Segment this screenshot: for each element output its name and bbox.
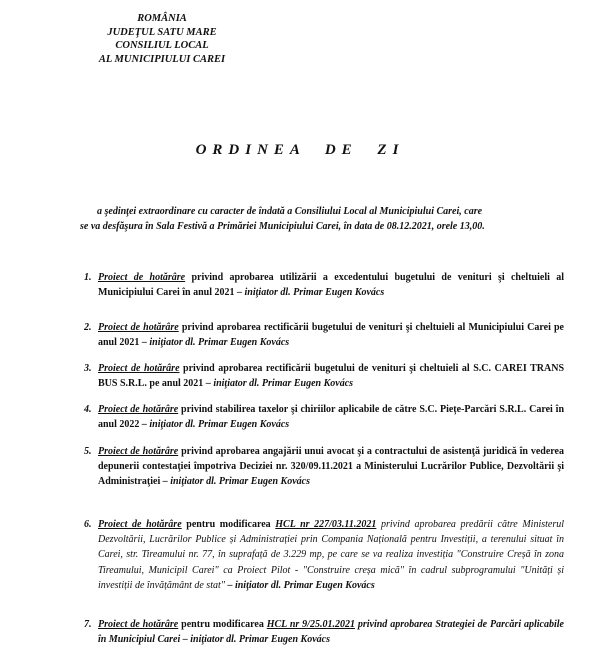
- header-council: CONSILIUL LOCAL: [115, 40, 209, 51]
- item-hcl-reference: HCL nr 9/25.01.2021: [266, 619, 355, 630]
- item-number: 5.: [84, 446, 92, 457]
- item-number: 3.: [84, 363, 92, 374]
- item-lead: Proiect de hotărâre: [98, 404, 179, 415]
- intro-line-2: se va desfăşura în Sala Festivă a Primăriei Municipiului Carei, în data de 08.12.2021, orele 13,00.: [80, 221, 485, 232]
- item-initiator: – iniţiator dl. Primar Eugen Kovács: [180, 634, 330, 646]
- agenda-item: [84, 320, 564, 350]
- item-lead: Proiect de hotărâre: [98, 619, 179, 630]
- agenda-item: [84, 517, 564, 593]
- item-number: 2.: [84, 322, 92, 333]
- session-intro: [52, 204, 577, 234]
- item-initiator: – iniţiator dl. Primar Eugen Kovács: [224, 579, 375, 591]
- item-number: 7.: [84, 619, 92, 630]
- item-ref-prefix: pentru modificarea: [178, 619, 267, 630]
- item-initiator: – iniţiator dl. Primar Eugen Kovács: [139, 419, 290, 431]
- item-lead: Proiect de hotărâre: [98, 272, 186, 283]
- agenda-item: [84, 444, 564, 490]
- item-initiator: – iniţiator dl. Primar Eugen Kovács: [203, 378, 354, 390]
- header-municipality: AL MUNICIPIULUI CAREI: [98, 53, 226, 65]
- institution-header: [62, 12, 262, 66]
- item-text: privind aprobarea predării către Ministerul Dezvoltării, Lucrărilor Publice și Administrației prin Compania Națională pentru Investiții, a terenului situat în Carei, str. Tireamului nr. 77, în suprafață de 3.229 mp, pe care se va realiza investiția "Construire Creșă în zona Tireamului, Municipil Carei" ca Proiect Pilot - "Construire creșa mică" în cadrul subprogramului "Unități și investiții de învățământ de stat": [98, 519, 564, 591]
- item-text: privind aprobarea utilizării a excedentului bugetului de venituri şi cheltuieli al Municipiului Carei în anul 2021: [98, 272, 564, 299]
- item-text: privind aprobarea Strategiei de Parcări aplicabile în Municipiul Carei: [98, 619, 564, 646]
- item-number: 1.: [84, 272, 92, 283]
- item-text: privind aprobarea rectificării bugetului de venituri şi cheltuieli al Municipiului Carei pe anul 2021: [98, 322, 564, 349]
- item-text: privind stabilirea taxelor şi chiriilor aplicabile de către S.C. Piețe-Parcări S.R.L. Carei în anul 2022: [98, 404, 564, 431]
- item-text: privind aprobarea rectificării bugetului de venituri şi cheltuieli al S.C. CAREI TRANS BUS S.R.L. pe anul 2021: [98, 363, 564, 390]
- item-initiator: – iniţiator dl. Primar Eugen Kovács: [139, 337, 290, 349]
- item-ref-prefix: pentru modificarea: [181, 519, 276, 530]
- agenda-item: [84, 617, 564, 647]
- item-number: 4.: [84, 404, 92, 415]
- agenda-item: [84, 361, 564, 391]
- item-text: privind aprobarea angajării unui avocat şi a contractului de asistenţă juridică în vederea depunerii contestaţiei împotriva Deciziei nr. 320/09.11.2021 a Ministerului Lucrărilor Publice, Dezvoltării şi Administraţiei: [98, 446, 564, 488]
- agenda-item: [84, 402, 564, 432]
- item-lead: Proiect de hotărâre: [98, 363, 180, 374]
- item-initiator: – iniţiator dl. Primar Eugen Kovács: [160, 476, 310, 488]
- item-lead: Proiect de hotărâre: [98, 322, 179, 333]
- item-lead: Proiect de hotărâre: [98, 519, 182, 530]
- item-number: 6.: [84, 519, 92, 530]
- agenda-item: [84, 270, 564, 300]
- header-country: ROMÂNIA: [137, 13, 187, 24]
- intro-line-1: a şedinţei extraordinare cu caracter de îndată a Consiliului Local al Municipiului Carei, care: [97, 206, 483, 217]
- item-lead: Proiect de hotărâre: [98, 446, 179, 457]
- document-title: ORDINEA DE ZI: [195, 142, 405, 158]
- item-initiator: – iniţiator dl. Primar Eugen Kovács: [234, 287, 385, 299]
- header-county: JUDEŢUL SATU MARE: [107, 26, 217, 38]
- item-hcl-reference: HCL nr 227/03.11.2021: [275, 519, 377, 530]
